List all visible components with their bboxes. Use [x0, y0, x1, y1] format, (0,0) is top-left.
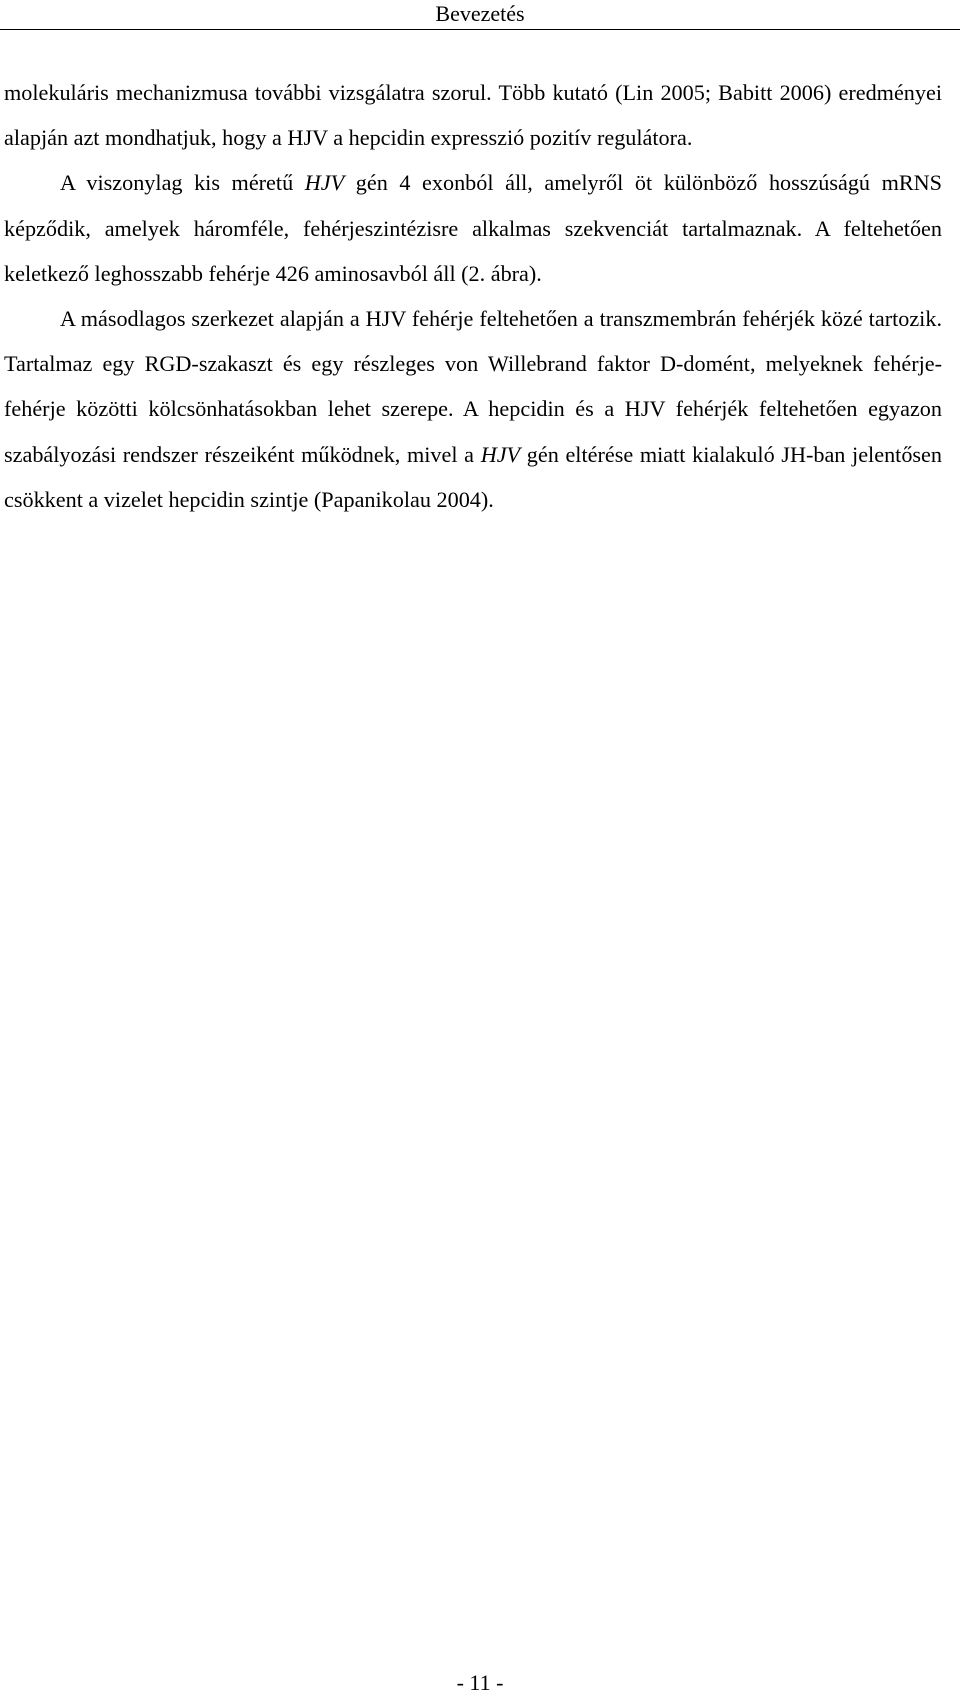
paragraph-continuation: molekuláris mechanizmusa további vizsgálatra szorul. Több kutató (Lin 2005; Babitt 2006) eredményei alapján azt mondhatjuk, hogy a HJV a hepcidin expresszió pozitív regulátora.: [4, 80, 942, 151]
gene-name-hjv-2: HJV: [480, 441, 521, 467]
paragraph-hjv-gene: [4, 160, 942, 296]
page-number: - 11 -: [456, 1670, 504, 1695]
body-text: [4, 70, 942, 522]
paragraph-secondary-structure: [4, 296, 942, 522]
running-head-title: Bevezetés: [435, 1, 525, 26]
header-rule: [0, 29, 960, 30]
paragraph-secondary-structure-text-2: gén eltérése miatt kialakuló JH-ban jelentősen csökkent a vizelet hepcidin szintje (Papanikolau 2004).: [4, 441, 942, 512]
gene-name-hjv: HJV: [304, 170, 345, 196]
paragraph-secondary-structure-text-1: A másodlagos szerkezet alapján a HJV fehérje feltehetően a transzmembrán fehérjék közé tartozik. Tartalmaz egy RGD-szakaszt és egy részleges von Willebrand faktor D-domént, melyeknek fehérje-fehérje közötti kölcsönhatásokban lehet szerepe. A hepcidin és a HJV fehérjék feltehetően egyazon szabályozási rendszer részeiként működnek, mivel a: [4, 306, 942, 467]
paragraph-hjv-gene-text-1: A viszonylag kis méretű: [60, 170, 305, 196]
paragraph-hjv-gene-text-2: gén 4 exonból áll, amelyről öt különböző hosszúságú mRNS képződik, amelyek háromféle, fehérjeszintézisre alkalmas szekvenciát tartalmaznak. A feltehetően keletkező leghosszabb fehérje 426 aminosavból áll (2. ábra).: [4, 170, 943, 286]
